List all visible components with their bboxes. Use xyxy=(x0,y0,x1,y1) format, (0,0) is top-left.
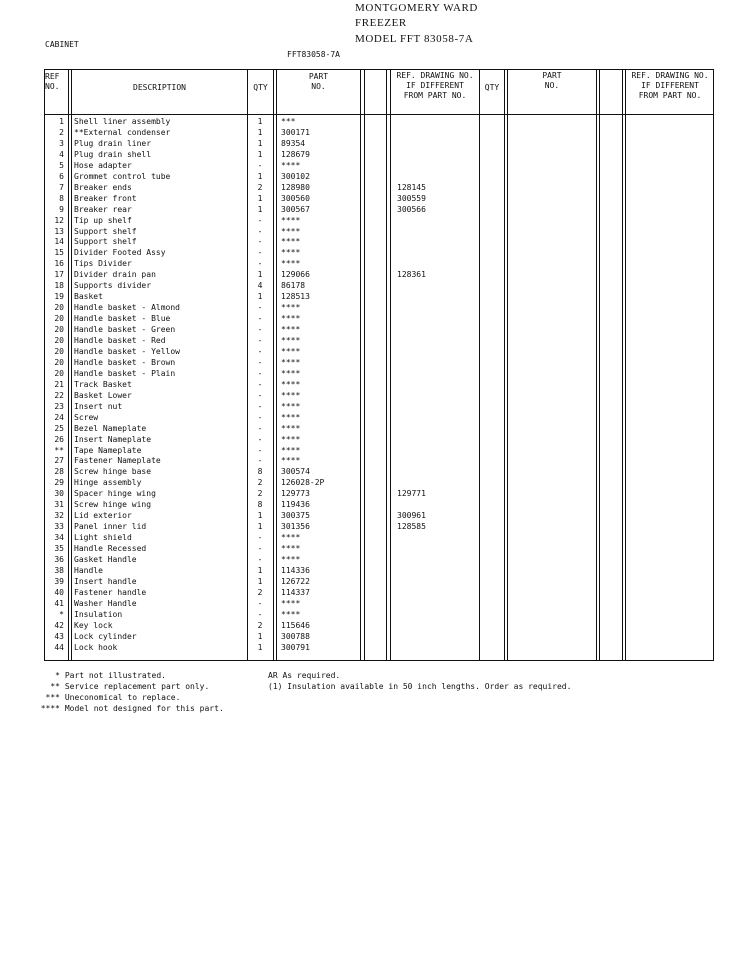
ref-cell: 22 xyxy=(54,390,64,400)
table-row xyxy=(0,215,750,226)
qty-cell: 1 xyxy=(257,138,263,148)
qty-cell: 4 xyxy=(257,281,263,291)
ref-drawing-cell: 128361 xyxy=(397,270,426,280)
qty-cell: - xyxy=(257,357,263,367)
table-row xyxy=(0,576,750,587)
table-row xyxy=(0,510,750,521)
description-cell: Support shelf xyxy=(74,237,137,247)
qty-cell: - xyxy=(257,412,263,422)
description-cell: Handle basket - Brown xyxy=(74,357,176,367)
table-row xyxy=(0,543,750,554)
part-no-cell: **** xyxy=(281,598,301,608)
table-row xyxy=(0,379,750,390)
description-cell: Handle basket - Plain xyxy=(74,368,176,378)
qty-cell: - xyxy=(257,445,263,455)
description-cell: Lock hook xyxy=(74,642,118,652)
qty-cell: 8 xyxy=(257,500,263,510)
description-cell: Divider drain pan xyxy=(74,270,156,280)
qty-cell: 2 xyxy=(257,489,263,499)
part-no-cell: **** xyxy=(281,533,301,543)
qty-cell: - xyxy=(257,346,263,356)
ref-cell: 20 xyxy=(54,325,64,335)
description-cell: Fastener handle xyxy=(74,587,147,597)
table-row xyxy=(0,127,750,138)
table-row xyxy=(0,631,750,642)
description-cell: Basket Lower xyxy=(74,390,132,400)
part-no-cell: 89354 xyxy=(281,138,306,148)
part-no-cell: **** xyxy=(281,401,301,411)
footnote-line xyxy=(30,670,224,681)
ref-drawing-cell: 300566 xyxy=(397,204,426,214)
qty-cell: - xyxy=(257,401,263,411)
description-cell: Supports divider xyxy=(74,281,152,291)
ref-cell: 3 xyxy=(59,138,64,148)
part-no-cell: **** xyxy=(281,390,301,400)
part-no-cell: 126722 xyxy=(281,576,310,586)
part-no-cell: **** xyxy=(281,434,301,444)
ref-cell: 36 xyxy=(54,555,64,564)
table-top-border xyxy=(44,69,713,70)
qty-cell: - xyxy=(257,555,263,564)
header-divider xyxy=(44,114,713,115)
qty-cell: 1 xyxy=(257,204,263,214)
table-row xyxy=(0,182,750,193)
part-no-cell: **** xyxy=(281,555,301,564)
header-ref-drawing-2: REF. DRAWING NO. IF DIFFERENT FROM PART NO. xyxy=(631,71,709,100)
footnote-mark: **** xyxy=(40,704,60,713)
qty-cell: - xyxy=(257,390,263,400)
ref-cell: 13 xyxy=(54,226,64,236)
qty-cell: - xyxy=(257,314,263,324)
ref-cell: 30 xyxy=(54,489,64,499)
qty-cell: 1 xyxy=(257,292,263,302)
description-cell: Breaker ends xyxy=(74,182,132,192)
description-cell: Screw xyxy=(74,412,99,422)
qty-cell: 2 xyxy=(257,478,263,488)
table-row xyxy=(0,434,750,445)
ref-cell: 35 xyxy=(54,544,64,554)
part-no-cell: 300560 xyxy=(281,193,310,203)
table-row xyxy=(0,642,750,653)
part-no-cell: **** xyxy=(281,226,301,236)
part-no-cell: 300171 xyxy=(281,127,310,137)
description-cell: Bezel Nameplate xyxy=(74,423,147,433)
part-no-cell: **** xyxy=(281,314,301,324)
description-cell: Insert handle xyxy=(74,576,137,586)
ref-cell: 40 xyxy=(54,587,64,597)
table-row xyxy=(0,521,750,532)
table-row xyxy=(0,499,750,510)
part-no-cell: 128679 xyxy=(281,149,310,159)
ref-cell: 1 xyxy=(59,117,64,126)
table-row xyxy=(0,302,750,313)
ref-cell: ** xyxy=(54,445,64,455)
ref-cell: 34 xyxy=(54,533,64,543)
ref-drawing-cell: 300961 xyxy=(397,511,426,521)
header-part-no-2: PART NO. xyxy=(542,71,562,90)
ref-cell: 2 xyxy=(59,127,64,137)
table-row xyxy=(0,236,750,247)
table-row xyxy=(0,280,750,291)
qty-cell: - xyxy=(257,160,263,170)
table-row xyxy=(0,226,750,237)
ref-cell: 23 xyxy=(54,401,64,411)
table-row xyxy=(0,357,750,368)
ref-cell: 12 xyxy=(54,215,64,225)
qty-cell: 1 xyxy=(257,511,263,521)
description-cell: Screw hinge base xyxy=(74,467,152,477)
footnote-line: AR As required. xyxy=(268,671,341,680)
table-row xyxy=(0,138,750,149)
footnote-line xyxy=(30,692,224,703)
model-code: FFT83058-7A xyxy=(287,50,340,59)
part-no-cell: *** xyxy=(281,117,296,126)
part-no-cell: **** xyxy=(281,303,301,313)
ref-cell: 20 xyxy=(54,357,64,367)
table-row xyxy=(0,160,750,171)
description-cell: Tip up shelf xyxy=(74,215,132,225)
footnote-line xyxy=(30,681,224,692)
ref-cell: 20 xyxy=(54,346,64,356)
table-row xyxy=(0,324,750,335)
part-no-cell: 115646 xyxy=(281,620,310,630)
table-row xyxy=(0,269,750,280)
table-row xyxy=(0,477,750,488)
description-cell: Shell liner assembly xyxy=(74,117,171,126)
table-row xyxy=(0,193,750,204)
table-row xyxy=(0,335,750,346)
part-no-cell: **** xyxy=(281,237,301,247)
description-cell: Tips Divider xyxy=(74,259,132,269)
ref-cell: 18 xyxy=(54,281,64,291)
ref-cell: 4 xyxy=(59,149,64,159)
footnote-line xyxy=(30,703,224,714)
description-cell: Hose adapter xyxy=(74,160,132,170)
description-cell: Tape Nameplate xyxy=(74,445,142,455)
table-row xyxy=(0,247,750,258)
ref-cell: 26 xyxy=(54,434,64,444)
ref-cell: 19 xyxy=(54,292,64,302)
table-row xyxy=(0,346,750,357)
description-cell: Grommet control tube xyxy=(74,171,171,181)
description-cell: Insulation xyxy=(74,609,123,619)
qty-cell: 1 xyxy=(257,127,263,137)
table-row xyxy=(0,204,750,215)
brand-title: MONTGOMERY WARD xyxy=(355,2,478,14)
part-no-cell: 301356 xyxy=(281,522,310,532)
qty-cell: - xyxy=(257,259,263,269)
description-cell: Insert Nameplate xyxy=(74,434,152,444)
part-no-cell: 300375 xyxy=(281,511,310,521)
part-no-cell: **** xyxy=(281,368,301,378)
footnote-mark: ** xyxy=(50,682,60,691)
qty-cell: - xyxy=(257,325,263,335)
table-row xyxy=(0,149,750,160)
description-cell: Insert nut xyxy=(74,401,123,411)
part-no-cell: **** xyxy=(281,346,301,356)
description-cell: Track Basket xyxy=(74,379,132,389)
table-row xyxy=(0,412,750,423)
table-row xyxy=(0,445,750,456)
footnote-text: Service replacement part only. xyxy=(60,682,210,691)
ref-cell: 17 xyxy=(54,270,64,280)
ref-cell: 20 xyxy=(54,368,64,378)
qty-cell: 1 xyxy=(257,631,263,641)
ref-cell: 20 xyxy=(54,314,64,324)
part-no-cell: **** xyxy=(281,259,301,269)
description-cell: Handle basket - Almond xyxy=(74,303,180,313)
product-title: FREEZER xyxy=(355,17,407,29)
qty-cell: - xyxy=(257,368,263,378)
part-no-cell: 126028-2P xyxy=(281,478,325,488)
qty-cell: - xyxy=(257,237,263,247)
qty-cell: - xyxy=(257,248,263,258)
description-cell: Handle xyxy=(74,565,103,575)
qty-cell: 2 xyxy=(257,620,263,630)
part-no-cell: **** xyxy=(281,379,301,389)
description-cell: Spacer hinge wing xyxy=(74,489,156,499)
part-no-cell: 129773 xyxy=(281,489,310,499)
table-row xyxy=(0,554,750,565)
table-row xyxy=(0,532,750,543)
table-row xyxy=(0,565,750,576)
qty-cell: - xyxy=(257,336,263,345)
part-no-cell: 86178 xyxy=(281,281,306,291)
description-cell: Breaker rear xyxy=(74,204,132,214)
part-no-cell: **** xyxy=(281,544,301,554)
ref-cell: 42 xyxy=(54,620,64,630)
part-no-cell: **** xyxy=(281,609,301,619)
qty-cell: - xyxy=(257,303,263,313)
footnotes-right xyxy=(268,670,571,692)
description-cell: Handle basket - Red xyxy=(74,336,166,345)
ref-drawing-cell: 128585 xyxy=(397,522,426,532)
ref-drawing-cell: 128145 xyxy=(397,182,426,192)
ref-cell: 43 xyxy=(54,631,64,641)
qty-cell: 1 xyxy=(257,576,263,586)
table-row xyxy=(0,466,750,477)
qty-cell: 2 xyxy=(257,182,263,192)
header-ref: REF NO. xyxy=(45,72,60,91)
footnote-text: Model not designed for this part. xyxy=(60,704,224,713)
part-no-cell: 128513 xyxy=(281,292,310,302)
ref-cell: * xyxy=(59,609,64,619)
qty-cell: 1 xyxy=(257,642,263,652)
part-no-cell: **** xyxy=(281,445,301,455)
qty-cell: - xyxy=(257,434,263,444)
part-no-cell: **** xyxy=(281,423,301,433)
ref-cell: 38 xyxy=(54,565,64,575)
part-no-cell: **** xyxy=(281,412,301,422)
ref-cell: 7 xyxy=(59,182,64,192)
ref-drawing-cell: 129771 xyxy=(397,489,426,499)
footnotes-left xyxy=(30,670,224,714)
header-ref-drawing: REF. DRAWING NO. IF DIFFERENT FROM PART NO. xyxy=(396,71,474,100)
part-no-cell: 300567 xyxy=(281,204,310,214)
qty-cell: 1 xyxy=(257,193,263,203)
ref-cell: 33 xyxy=(54,522,64,532)
table-row xyxy=(0,587,750,598)
qty-cell: - xyxy=(257,598,263,608)
ref-cell: 20 xyxy=(54,303,64,313)
table-row xyxy=(0,488,750,499)
table-row xyxy=(0,455,750,466)
qty-cell: 8 xyxy=(257,467,263,477)
table-row xyxy=(0,258,750,269)
description-cell: Plug drain liner xyxy=(74,138,152,148)
ref-cell: 27 xyxy=(54,456,64,466)
footnote-mark: * xyxy=(55,671,60,680)
table-row xyxy=(0,116,750,127)
header-part-no: PART NO. xyxy=(308,72,329,91)
table-row xyxy=(0,598,750,609)
part-no-cell: 300791 xyxy=(281,642,310,652)
description-cell: Lid exterior xyxy=(74,511,132,521)
qty-cell: 1 xyxy=(257,117,263,126)
description-cell: Basket xyxy=(74,292,103,302)
description-cell: Panel inner lid xyxy=(74,522,147,532)
part-no-cell: 300788 xyxy=(281,631,310,641)
footnote-text: Part not illustrated. xyxy=(60,671,166,680)
qty-cell: - xyxy=(257,533,263,543)
description-cell: Support shelf xyxy=(74,226,137,236)
part-no-cell: **** xyxy=(281,215,301,225)
qty-cell: 1 xyxy=(257,171,263,181)
description-cell: Light shield xyxy=(74,533,132,543)
ref-cell: 29 xyxy=(54,478,64,488)
table-row xyxy=(0,291,750,302)
ref-cell: 8 xyxy=(59,193,64,203)
description-cell: Gasket Handle xyxy=(74,555,137,564)
part-no-cell: 114336 xyxy=(281,565,310,575)
part-no-cell: 114337 xyxy=(281,587,310,597)
qty-cell: 1 xyxy=(257,522,263,532)
qty-cell: - xyxy=(257,609,263,619)
table-row xyxy=(0,390,750,401)
section-label: CABINET xyxy=(45,40,79,49)
description-cell: Divider Footed Assy xyxy=(74,248,166,258)
ref-cell: 15 xyxy=(54,248,64,258)
table-row xyxy=(0,171,750,182)
qty-cell: - xyxy=(257,544,263,554)
ref-cell: 25 xyxy=(54,423,64,433)
qty-cell: - xyxy=(257,423,263,433)
description-cell: Handle basket - Yellow xyxy=(74,346,180,356)
ref-cell: 24 xyxy=(54,412,64,422)
model-title: MODEL FFT 83058-7A xyxy=(355,33,474,45)
ref-cell: 6 xyxy=(59,171,64,181)
qty-cell: 2 xyxy=(257,587,263,597)
header-description: DESCRIPTION xyxy=(133,83,186,92)
ref-drawing-cell: 300559 xyxy=(397,193,426,203)
ref-cell: 28 xyxy=(54,467,64,477)
ref-cell: 41 xyxy=(54,598,64,608)
description-cell: Fastener Nameplate xyxy=(74,456,161,466)
qty-cell: 1 xyxy=(257,565,263,575)
qty-cell: - xyxy=(257,215,263,225)
qty-cell: - xyxy=(257,456,263,466)
table-row xyxy=(0,313,750,324)
description-cell: Washer Handle xyxy=(74,598,137,608)
ref-cell: 32 xyxy=(54,511,64,521)
part-no-cell: 300574 xyxy=(281,467,310,477)
part-no-cell: **** xyxy=(281,357,301,367)
qty-cell: 1 xyxy=(257,270,263,280)
footnote-line: (1) Insulation available in 50 inch lengths. Order as required. xyxy=(268,682,572,691)
table-row xyxy=(0,609,750,620)
description-cell: Handle Recessed xyxy=(74,544,147,554)
table-bottom-border xyxy=(44,660,713,661)
part-no-cell: **** xyxy=(281,160,301,170)
ref-cell: 39 xyxy=(54,576,64,586)
description-cell: Handle basket - Blue xyxy=(74,314,171,324)
header-qty: QTY xyxy=(253,83,268,92)
description-cell: Hinge assembly xyxy=(74,478,142,488)
description-cell: Key lock xyxy=(74,620,113,630)
ref-cell: 5 xyxy=(59,160,64,170)
ref-cell: 20 xyxy=(54,336,64,345)
part-no-cell: **** xyxy=(281,456,301,466)
part-no-cell: 300102 xyxy=(281,171,310,181)
part-no-cell: 129066 xyxy=(281,270,310,280)
part-no-cell: **** xyxy=(281,325,301,335)
ref-cell: 31 xyxy=(54,500,64,510)
ref-cell: 9 xyxy=(59,204,64,214)
part-no-cell: 128980 xyxy=(281,182,310,192)
footnote-text: Uneconomical to replace. xyxy=(60,693,181,702)
footnote-mark: *** xyxy=(45,693,60,702)
table-row xyxy=(0,620,750,631)
description-cell: Lock cylinder xyxy=(74,631,137,641)
description-cell: Plug drain shell xyxy=(74,149,152,159)
ref-cell: 14 xyxy=(54,237,64,247)
part-no-cell: 119436 xyxy=(281,500,310,510)
ref-cell: 16 xyxy=(54,259,64,269)
part-no-cell: **** xyxy=(281,248,301,258)
part-no-cell: **** xyxy=(281,336,301,345)
table-row xyxy=(0,423,750,434)
table-row xyxy=(0,401,750,412)
table-row xyxy=(0,368,750,379)
description-cell: Screw hinge wing xyxy=(74,500,152,510)
description-cell: Breaker front xyxy=(74,193,137,203)
description-cell: **External condenser xyxy=(74,127,171,137)
header-qty-2: QTY xyxy=(484,83,500,92)
ref-cell: 21 xyxy=(54,379,64,389)
ref-cell: 44 xyxy=(54,642,64,652)
description-cell: Handle basket - Green xyxy=(74,325,176,335)
qty-cell: - xyxy=(257,379,263,389)
qty-cell: 1 xyxy=(257,149,263,159)
qty-cell: - xyxy=(257,226,263,236)
